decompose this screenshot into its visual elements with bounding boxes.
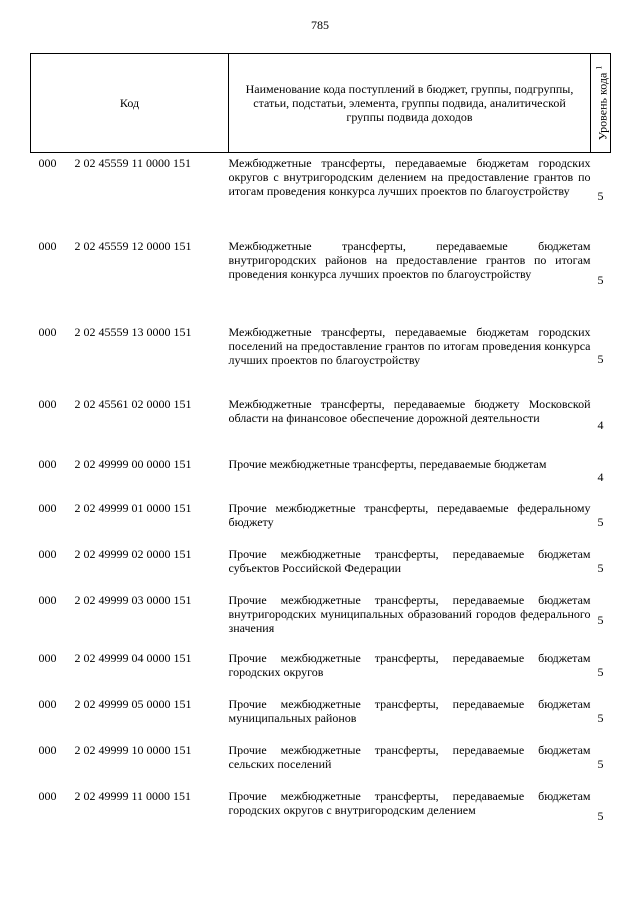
code-name: Прочие межбюджетные трансферты, передаваемые бюджетам внутригородских муниципальных образований городов федерального значения bbox=[228, 592, 591, 635]
classification-code: 2 02 49999 02 0000 151 bbox=[74, 546, 192, 561]
table-row bbox=[31, 741, 611, 787]
code-name: Межбюджетные трансферты, передаваемые бюджету Московской области на финансовое обеспечение дорожной деятельности bbox=[228, 396, 591, 425]
code-level: 4 bbox=[597, 417, 604, 432]
header-level bbox=[592, 66, 609, 141]
table-row bbox=[31, 323, 611, 395]
code-name: Прочие межбюджетные трансферты, передаваемые бюджетам муниципальных районов bbox=[228, 696, 591, 725]
table-row bbox=[31, 237, 611, 323]
classification-code-cell bbox=[31, 695, 229, 741]
classification-code: 2 02 49999 05 0000 151 bbox=[74, 696, 192, 711]
classification-code: 2 02 49999 00 0000 151 bbox=[74, 456, 192, 471]
code-name: Прочие межбюджетные трансферты, передаваемые бюджетам субъектов Российской Федерации bbox=[228, 546, 591, 575]
admin-code: 000 bbox=[38, 742, 57, 757]
admin-code: 000 bbox=[38, 456, 57, 471]
admin-code: 000 bbox=[38, 592, 57, 607]
table-row bbox=[31, 787, 611, 845]
classification-code-cell bbox=[31, 237, 229, 323]
classification-code: 2 02 45559 13 0000 151 bbox=[74, 324, 192, 339]
classification-code-cell bbox=[31, 499, 229, 545]
code-level: 4 bbox=[597, 469, 604, 484]
header-level-label: Уровень кода bbox=[595, 72, 609, 141]
code-level: 5 bbox=[597, 756, 604, 771]
classification-code-cell bbox=[31, 153, 229, 237]
classification-code-cell bbox=[31, 395, 229, 455]
classification-code: 2 02 49999 04 0000 151 bbox=[74, 650, 192, 665]
code-level: 5 bbox=[597, 560, 604, 575]
admin-code: 000 bbox=[38, 324, 57, 339]
code-level: 5 bbox=[597, 664, 604, 679]
classification-code: 2 02 45561 02 0000 151 bbox=[74, 396, 192, 411]
code-name: Прочие межбюджетные трансферты, передаваемые бюджетам городских округов с внутригородским делением bbox=[228, 788, 591, 817]
code-name: Прочие межбюджетные трансферты, передаваемые федеральному бюджету bbox=[228, 500, 591, 529]
admin-code: 000 bbox=[38, 788, 57, 803]
code-level: 5 bbox=[597, 351, 604, 366]
code-level: 5 bbox=[597, 710, 604, 725]
table-row bbox=[31, 591, 611, 649]
classification-code: 2 02 49999 03 0000 151 bbox=[74, 592, 192, 607]
code-name: Межбюджетные трансферты, передаваемые бюджетам городских округов с внутригородским делением на предоставление грантов по итогам проведения конкурса лучших проектов по благоустройству bbox=[228, 156, 591, 198]
code-level: 5 bbox=[597, 272, 604, 287]
classification-code: 2 02 45559 11 0000 151 bbox=[74, 156, 192, 170]
code-level: 5 bbox=[597, 808, 604, 823]
header-name: Наименование кода поступлений в бюджет, группы, подгруппы, статьи, подстатьи, элемента, группы подвида, аналитической группы подвида доходов bbox=[229, 54, 591, 153]
classification-code-cell bbox=[31, 323, 229, 395]
admin-code: 000 bbox=[38, 238, 57, 253]
table-row bbox=[31, 455, 611, 499]
table-row bbox=[31, 499, 611, 545]
table-row bbox=[31, 545, 611, 591]
classification-code-cell bbox=[31, 545, 229, 591]
classification-code-cell bbox=[31, 787, 229, 845]
code-level: 5 bbox=[597, 612, 604, 627]
page-number: 785 bbox=[311, 18, 329, 32]
header-code: Код bbox=[31, 54, 229, 153]
code-name: Прочие межбюджетные трансферты, передаваемые бюджетам городских округов bbox=[228, 650, 591, 679]
classification-code: 2 02 49999 11 0000 151 bbox=[74, 788, 192, 803]
table-header-row bbox=[31, 54, 611, 153]
table-row bbox=[31, 153, 611, 237]
admin-code: 000 bbox=[38, 696, 57, 711]
table-row bbox=[31, 695, 611, 741]
code-level: 5 bbox=[597, 189, 604, 204]
header-level-footnote: 1 bbox=[594, 65, 603, 70]
code-name: Межбюджетные трансферты, передаваемые бюджетам внутригородских районов на предоставление грантов по итогам проведения конкурса лучших проектов по благоустройству bbox=[228, 238, 591, 281]
budget-codes-table bbox=[30, 53, 611, 845]
table-row bbox=[31, 649, 611, 695]
classification-code-cell bbox=[31, 741, 229, 787]
header-level-cell bbox=[591, 54, 611, 153]
classification-code: 2 02 49999 10 0000 151 bbox=[74, 742, 192, 757]
code-name: Прочие межбюджетные трансферты, передаваемые бюджетам сельских поселений bbox=[228, 742, 591, 771]
admin-code: 000 bbox=[38, 156, 57, 170]
code-name: Межбюджетные трансферты, передаваемые бюджетам городских поселений на предоставление грантов по итогам проведения конкурса лучших проектов по благоустройству bbox=[228, 324, 591, 367]
classification-code: 2 02 49999 01 0000 151 bbox=[74, 500, 192, 515]
classification-code-cell bbox=[31, 591, 229, 649]
admin-code: 000 bbox=[38, 650, 57, 665]
admin-code: 000 bbox=[38, 396, 57, 411]
classification-code-cell bbox=[31, 649, 229, 695]
code-level: 5 bbox=[597, 514, 604, 529]
admin-code: 000 bbox=[38, 500, 57, 515]
classification-code-cell bbox=[31, 455, 229, 499]
table-row bbox=[31, 395, 611, 455]
code-name: Прочие межбюджетные трансферты, передаваемые бюджетам bbox=[228, 456, 547, 471]
classification-code: 2 02 45559 12 0000 151 bbox=[74, 238, 192, 253]
admin-code: 000 bbox=[38, 546, 57, 561]
